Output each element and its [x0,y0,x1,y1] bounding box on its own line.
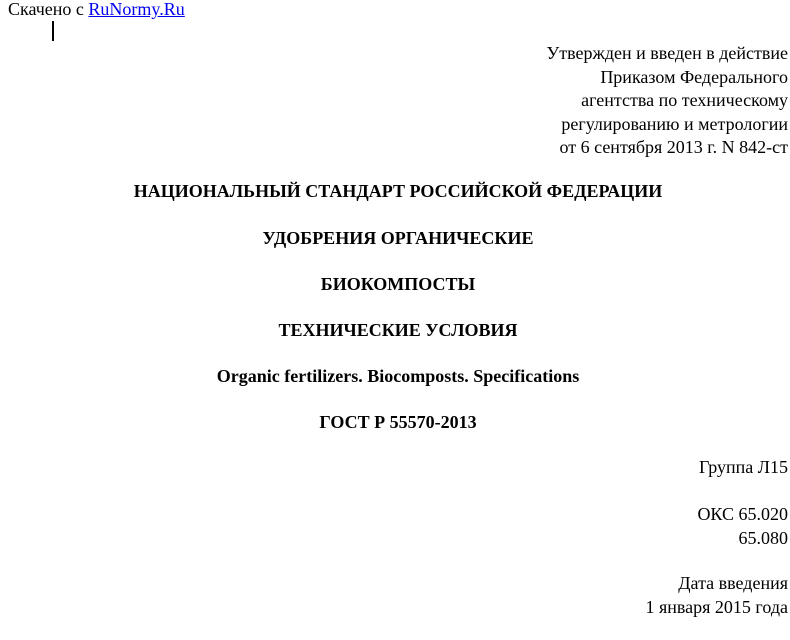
english-title: Organic fertilizers. Biocomposts. Specifications [216,366,580,386]
introduction-date: 1 января 2015 года [645,596,788,617]
introduction-label: Дата введения [678,573,788,593]
group-code [699,456,788,480]
national-standard-heading: НАЦИОНАЛЬНЫЙ СТАНДАРТ РОССИЙСКОЙ ФЕДЕРАЦИИ [133,181,663,201]
oks-code-line: 65.080 [738,527,788,548]
runormy-link[interactable]: RuNormy.Ru [88,0,185,19]
introduction-date-block [645,572,788,619]
biocomposts-heading: БИОКОМПОСТЫ [320,274,476,294]
text-cursor [52,21,54,41]
approval-line: Приказом Федерального [600,66,788,87]
specifications-heading: ТЕХНИЧЕСКИЕ УСЛОВИЯ [278,320,518,340]
approval-line: от 6 сентября 2013 г. N 842-ст [559,137,788,157]
source-line [8,0,185,20]
approval-line: Утвержден и введен в действие [546,43,788,63]
fertilizers-heading: УДОБРЕНИЯ ОРГАНИЧЕСКИЕ [262,228,534,248]
approval-line: регулированию и метрологии [561,113,788,134]
gost-number: ГОСТ Р 55570-2013 [319,412,477,432]
oks-code-line: ОКС 65.020 [697,504,788,524]
oks-codes [697,503,788,550]
source-prefix: Скачено с [8,0,89,19]
group-label: Группа Л15 [699,457,788,477]
approval-block [546,42,788,160]
approval-line: агентства по техническому [581,90,788,110]
